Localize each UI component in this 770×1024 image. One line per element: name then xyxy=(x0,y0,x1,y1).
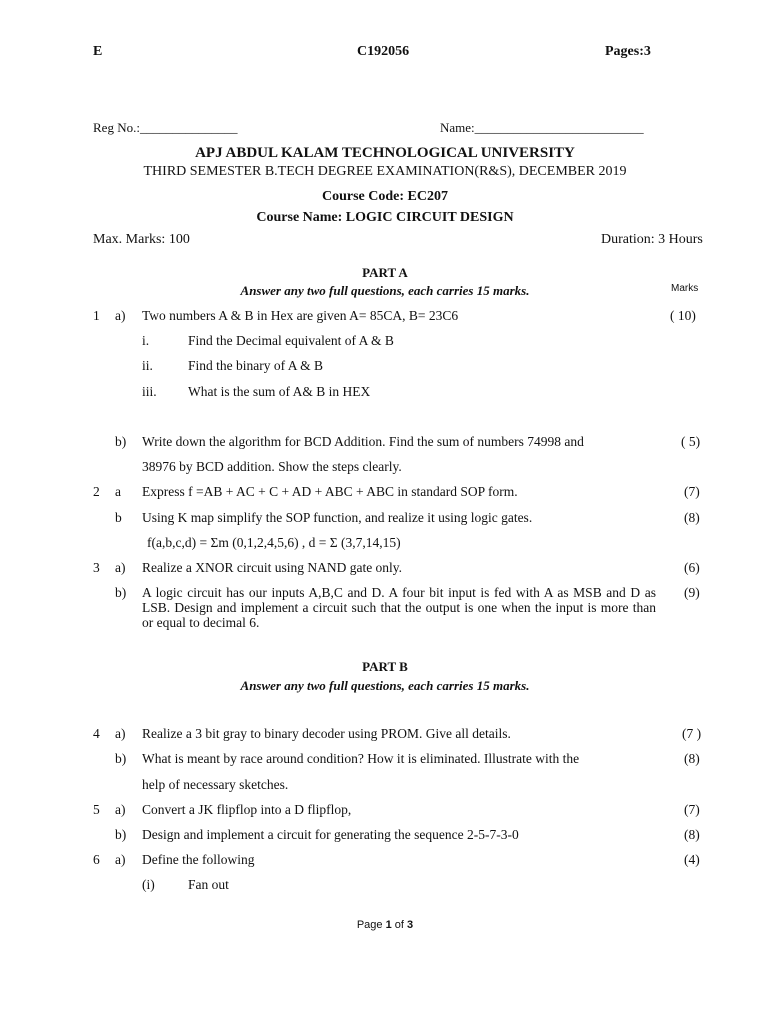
question-marks: (7) xyxy=(684,484,700,499)
course-code: Course Code: EC207 xyxy=(322,189,448,204)
exam-title: THIRD SEMESTER B.TECH DEGREE EXAMINATION(R&S), DECEMBER 2019 xyxy=(143,164,627,179)
marks-column-header: Marks xyxy=(671,283,699,294)
sub-label: a) xyxy=(115,726,126,741)
part-b-title: PART B xyxy=(362,659,408,674)
footer-prefix: Page xyxy=(356,919,386,931)
item-text: Find the binary of A & B xyxy=(188,358,323,373)
reg-no-field: Reg No.:_______________ xyxy=(93,120,238,135)
question-marks: (7) xyxy=(684,802,700,817)
part-a-title: PART A xyxy=(362,265,408,280)
question-marks: (7 ) xyxy=(682,726,702,741)
question-text: Design and implement a circuit for generating the sequence 2-5-7-3-0 xyxy=(142,827,519,842)
question-marks: (4) xyxy=(684,852,700,867)
question-marks: (9) xyxy=(684,585,700,600)
total-pages: 3 xyxy=(407,919,414,931)
item-text: Find the Decimal equivalent of A & B xyxy=(188,333,394,348)
page-count: Pages:3 xyxy=(605,44,651,59)
question-marks: (6) xyxy=(684,560,700,575)
question-text: Two numbers A & B in Hex are given A= 85CA, B= 23C6 xyxy=(142,308,459,323)
current-page: 1 xyxy=(385,919,392,931)
question-marks: (8) xyxy=(684,510,700,525)
question-number: 2 xyxy=(93,484,100,499)
question-number: 6 xyxy=(93,852,100,867)
question-number: 5 xyxy=(93,802,100,817)
question-text: What is meant by race around condition? How it is eliminated. Illustrate with the xyxy=(142,751,580,766)
sub-label: b) xyxy=(115,434,127,449)
sub-label: b xyxy=(115,510,122,525)
course-name: Course Name: LOGIC CIRCUIT DESIGN xyxy=(256,210,514,225)
paper-code: C192056 xyxy=(357,44,410,59)
question-text: Using K map simplify the SOP function, and realize it using logic gates. xyxy=(142,510,533,525)
sub-label: a) xyxy=(115,802,126,817)
sub-label: b) xyxy=(115,827,127,842)
max-marks: Max. Marks: 100 xyxy=(93,232,190,247)
footer-middle: of xyxy=(391,919,408,931)
question-text: Realize a 3 bit gray to binary decoder using PROM. Give all details. xyxy=(142,726,511,741)
duration: Duration: 3 Hours xyxy=(601,232,703,247)
series-code: E xyxy=(93,44,103,59)
question-text: Convert a JK flipflop into a D flipflop, xyxy=(142,802,352,817)
question-text: A logic circuit has our inputs A,B,C and D. A four bit input is fed with A as MSB and D as LSB. Design and implement a circuit such that the output is one when the input is more than or equal to decimal 6. xyxy=(142,585,656,630)
question-marks: ( 5) xyxy=(681,434,701,449)
question-marks: ( 10) xyxy=(670,308,696,323)
item-text: Fan out xyxy=(188,877,229,892)
sub-label: b) xyxy=(115,585,127,600)
sub-label: a) xyxy=(115,560,126,575)
sub-label: b) xyxy=(115,751,127,766)
question-text: Realize a XNOR circuit using NAND gate only. xyxy=(142,560,403,575)
part-b-instruction: Answer any two full questions, each carries 15 marks. xyxy=(240,678,530,693)
part-a-instruction: Answer any two full questions, each carries 15 marks. xyxy=(240,283,530,298)
university-title: APJ ABDUL KALAM TECHNOLOGICAL UNIVERSITY xyxy=(195,145,575,161)
item-text: What is the sum of A& B in HEX xyxy=(188,384,371,399)
question-number: 1 xyxy=(93,308,100,323)
page-footer xyxy=(0,919,770,931)
question-text: Express f =AB + AC + C + AD + ABC + ABC in standard SOP form. xyxy=(142,484,518,499)
boolean-function: f(a,b,c,d) = Σm (0,1,2,4,5,6) , d = Σ (3,7,14,15) xyxy=(147,535,401,550)
item-label: i. xyxy=(142,333,150,348)
item-label: iii. xyxy=(142,384,157,399)
question-text: Define the following xyxy=(142,852,255,867)
name-field: Name:__________________________ xyxy=(440,120,644,135)
sub-label: a) xyxy=(115,852,126,867)
item-label: (i) xyxy=(142,877,155,892)
item-label: ii. xyxy=(142,358,153,373)
sub-label: a) xyxy=(115,308,126,323)
question-number: 3 xyxy=(93,560,100,575)
question-text: help of necessary sketches. xyxy=(142,777,289,792)
question-marks: (8) xyxy=(684,827,700,842)
question-number: 4 xyxy=(93,726,100,741)
question-marks: (8) xyxy=(684,751,700,766)
question-text: 38976 by BCD addition. Show the steps clearly. xyxy=(142,459,402,474)
sub-label: a xyxy=(115,484,121,499)
question-text: Write down the algorithm for BCD Addition. Find the sum of numbers 74998 and xyxy=(142,434,584,449)
